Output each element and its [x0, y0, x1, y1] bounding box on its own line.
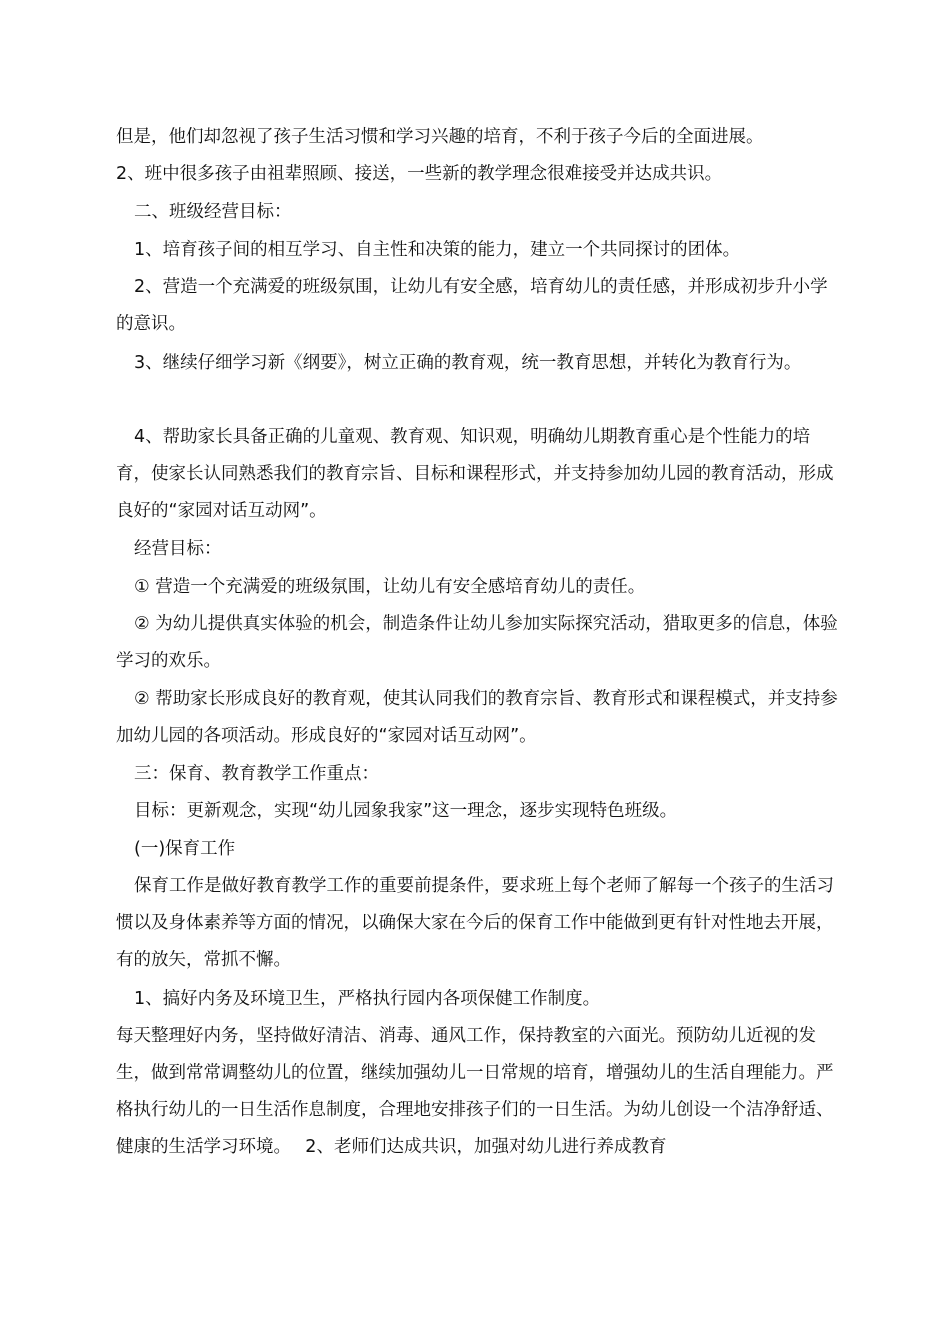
section-heading-2: 二、班级经营目标： — [134, 202, 292, 222]
paragraph-6: 3、继续仔细学习新《纲要》，树立正确的教育观，统一教育思想，并转化为教育行为。 — [134, 353, 802, 373]
paragraph-2: 2、班中很多孩子由祖辈照顾、接送，一些新的教学理念很难接受并达成共识。 — [116, 164, 723, 184]
paragraph-5: 2、营造一个充满爱的班级氛围，让幼儿有安全感，培育幼儿的责任感，并形成初步升小学的意识。 — [116, 277, 828, 334]
paragraph-17: 每天整理好内务，坚持做好清洁、消毒、通风工作，保持教室的六面光。预防幼儿近视的发生，做到常常调整幼儿的位置，继续加强幼儿一日常规的培育，增强幼儿的生活自理能力。严格执行幼儿的一日生活作息制度，合理地安排孩子们的一日生活。为幼儿创设一个洁净舒适、健康的生活学习环境。 2、老师们达成共识，加强对幼儿进行养成教育 — [116, 1026, 834, 1157]
subheading-goals: 经营目标： — [134, 539, 222, 559]
paragraph-16: 1、搞好内务及环境卫生，严格执行园内各项保健工作制度。 — [134, 989, 601, 1009]
paragraph-1: 但是，他们却忽视了孩子生活习惯和学习兴趣的培育，不利于孩子今后的全面进展。 — [116, 127, 764, 147]
goal-item-3: ② 帮助家长形成良好的教育观，使其认同我们的教育宗旨、教育形式和课程模式，并支持参加幼儿园的各项活动。形成良好的“家园对话互动网”。 — [116, 689, 838, 746]
goal-item-1: ① 营造一个充满爱的班级氛围，让幼儿有安全感培育幼儿的责任。 — [134, 577, 646, 597]
paragraph-7: 4、帮助家长具备正确的儿童观、教育观、知识观，明确幼儿期教育重心是个性能力的培育，使家长认同熟悉我们的教育宗旨、目标和课程形式，并支持参加幼儿园的教育活动，形成良好的“家园对话互动网”。 — [116, 427, 834, 521]
subsection-heading-1: (一)保育工作 — [134, 839, 236, 859]
paragraph-4: 1、培育孩子间的相互学习、自主性和决策的能力，建立一个共同探讨的团体。 — [134, 240, 741, 260]
section-heading-3: 三：保育、教育教学工作重点： — [134, 764, 379, 784]
target-line: 目标：更新观念，实现“幼儿园象我家”这一理念，逐步实现特色班级。 — [134, 801, 678, 821]
paragraph-15: 保育工作是做好教育教学工作的重要前提条件，要求班上每个老师了解每一个孩子的生活习惯以及身体素养等方面的情况，以确保大家在今后的保育工作中能做到更有针对性地去开展，有的放矢，常抓不懈。 — [116, 876, 834, 970]
goal-item-2: ② 为幼儿提供真实体验的机会，制造条件让幼儿参加实际探究活动，猎取更多的信息，体验学习的欢乐。 — [116, 614, 838, 671]
